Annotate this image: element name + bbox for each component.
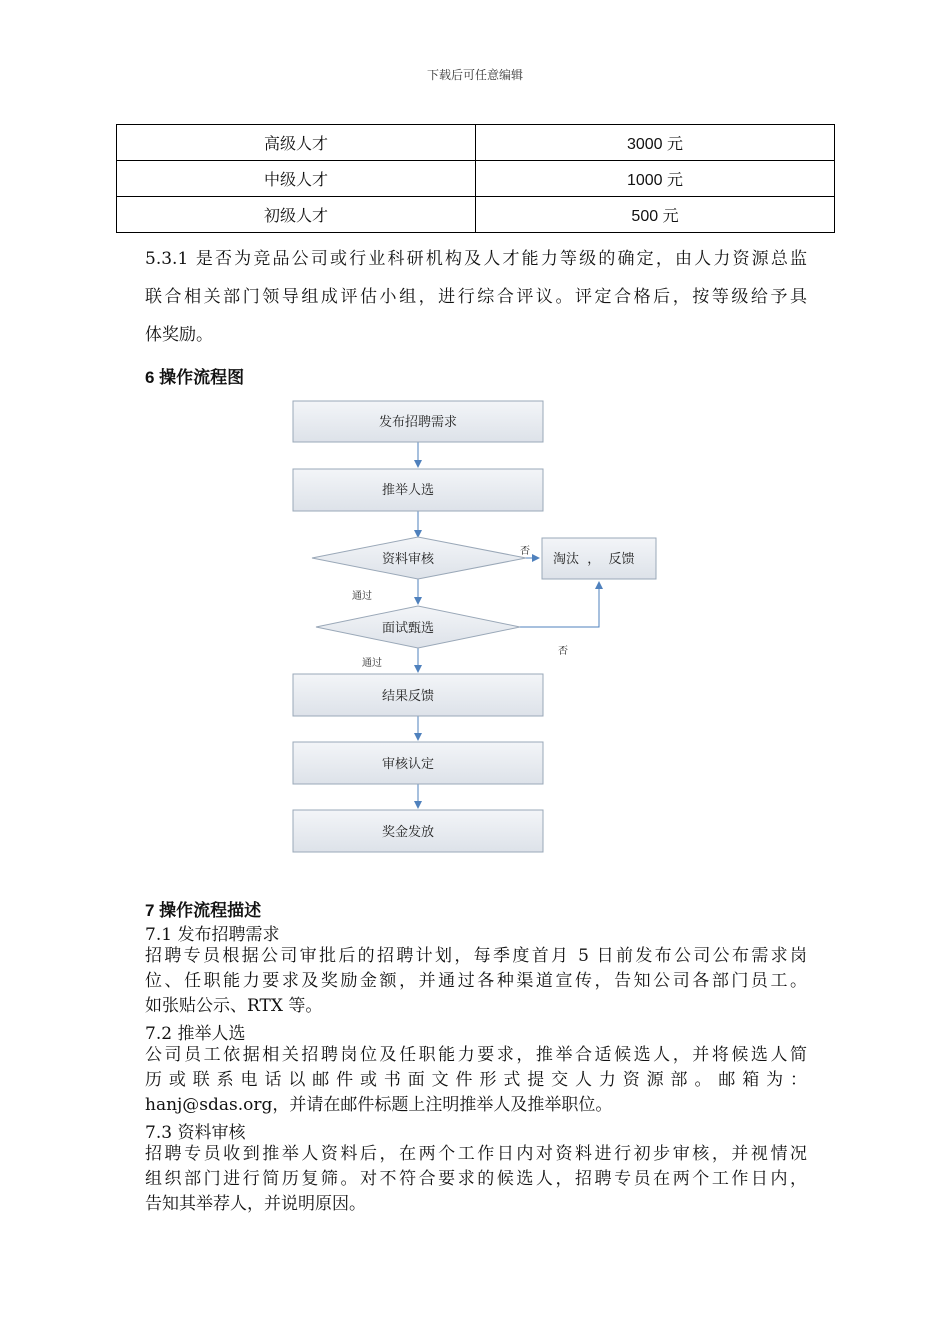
pass-label: 通过	[352, 591, 372, 602]
reject-feedback-box	[542, 538, 656, 579]
paragraph-line: 告知其举荐人，并说明原因。	[145, 1194, 366, 1214]
reward-amount-cell: 1000 元	[476, 161, 835, 197]
step-result-box	[293, 674, 543, 716]
section-73-title: 7.3 资料审核	[145, 1123, 246, 1143]
talent-level-cell: 高级人才	[117, 125, 476, 161]
step-publish-box	[293, 401, 543, 442]
section-72-body	[145, 1043, 807, 1118]
step-verify-box	[293, 742, 543, 784]
step-bonus-box	[293, 810, 543, 852]
section-73-body	[145, 1142, 807, 1217]
talent-level-cell: 中级人才	[117, 161, 476, 197]
paragraph-line: 招聘专员收到推举人资料后，在两个工作日内对资料进行初步审核，并视情况	[145, 1144, 807, 1164]
decision-review-label: 资料审核	[381, 552, 435, 567]
reward-amount-cell: 3000 元	[476, 125, 835, 161]
paragraph-line: 如张贴公示、RTX 等。	[145, 996, 323, 1016]
section-71-body	[145, 944, 807, 1019]
step-result-label: 结果反馈	[381, 689, 435, 704]
paragraph-line: 公司员工依据相关招聘岗位及任职能力要求，推举合适候选人，并将候选人简	[145, 1045, 807, 1065]
talent-level-cell: 初级人才	[117, 197, 476, 233]
paragraph-line: 体奖励。	[145, 325, 213, 345]
reject-feedback-label: 淘汰 ， 反馈	[553, 552, 635, 567]
section-72-title: 7.2 推举人选	[145, 1024, 246, 1044]
page-header: 下载后可任意编辑	[426, 68, 523, 82]
paragraph-line: 5.3.1 是否为竞品公司或行业科研机构及人才能力等级的确定，由人力资源总监	[145, 249, 807, 269]
step-verify-label: 审核认定	[381, 757, 435, 772]
section-7-heading: 7 操作流程描述	[145, 901, 262, 920]
section-71-title: 7.1 发布招聘需求	[145, 925, 280, 945]
paragraph-line: 招聘专员根据公司审批后的招聘计划，每季度首月 5 日前发布公司公布需求岗	[145, 946, 807, 966]
paragraph-line: 组织部门进行简历复筛。对不符合要求的候选人，招聘专员在两个工作日内，	[145, 1169, 807, 1189]
paragraph-line: 联合相关部门领导组成评估小组，进行综合评议。评定合格后，按等级给予具	[145, 287, 807, 307]
section-6-heading: 6 操作流程图	[145, 368, 245, 387]
step-bonus-label: 奖金发放	[381, 825, 435, 840]
step-publish-label: 发布招聘需求	[378, 415, 458, 430]
reward-amount-cell: 500 元	[476, 197, 835, 233]
pass-label: 通过	[362, 658, 382, 669]
step-nominate-box	[293, 469, 543, 511]
decision-review-diamond	[312, 537, 526, 579]
no-label: 否	[558, 646, 568, 657]
no-label: 否	[520, 546, 530, 557]
decision-interview-label: 面试甄选	[381, 621, 435, 636]
step-nominate-label: 推举人选	[381, 483, 435, 498]
paragraph-line: 历或联系电话以邮件或书面文件形式提交人力资源部。邮箱为：	[145, 1070, 807, 1090]
decision-interview-diamond	[316, 606, 520, 648]
paragraph-line: hanj@sdas.org，并请在邮件标题上注明推举人及推举职位。	[145, 1095, 613, 1115]
paragraph-line: 位、任职能力要求及奖励金额，并通过各种渠道宣传，告知公司各部门员工。	[145, 971, 807, 991]
